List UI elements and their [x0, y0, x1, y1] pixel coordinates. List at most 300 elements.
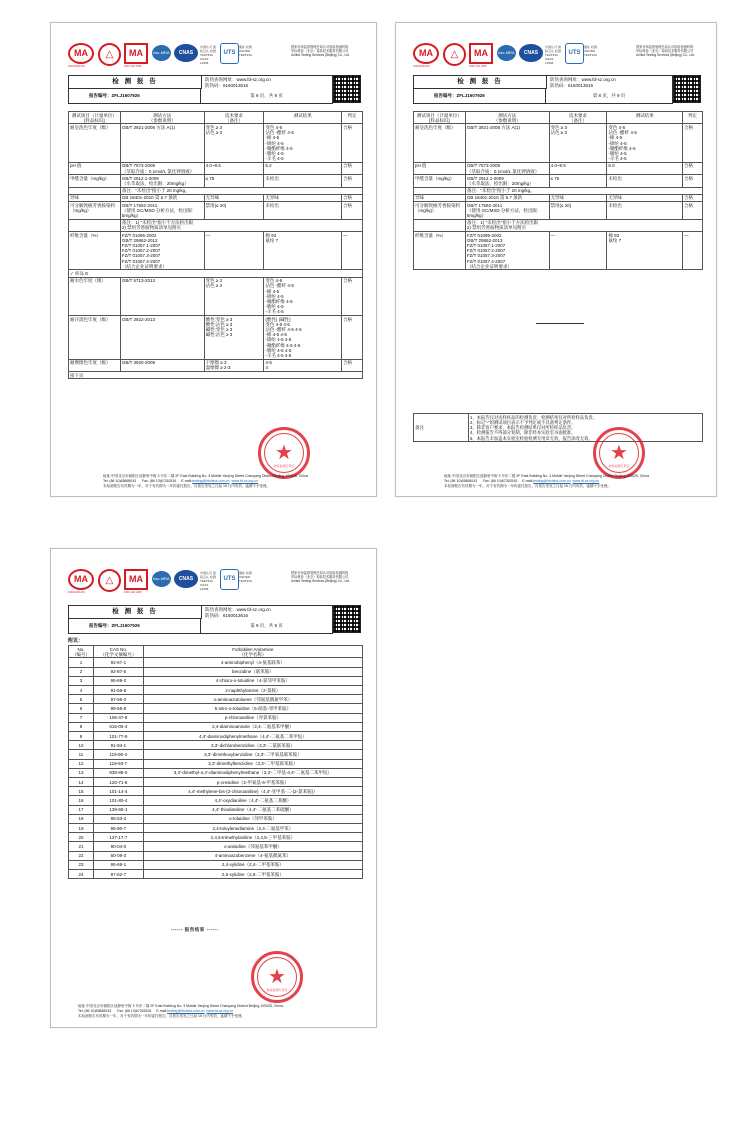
- table-row: [69, 787, 363, 796]
- cma-logo-2: MA: [124, 43, 148, 64]
- uts-caption: 通标 检测 UNITED TESTING: [239, 571, 253, 583]
- table-row: [69, 732, 363, 741]
- amine-no: 19: [69, 824, 94, 833]
- column-header: 测试项目（计量单位） [样品标识]: [69, 112, 121, 124]
- table-row: [69, 316, 363, 360]
- anti-fake-info: 防伪查询网址：www.fd-sz.org.cn 防伪码：6160013616: [550, 77, 616, 88]
- table-cell: 可分解致癌芳香胺染料（mg/kg）: [69, 202, 121, 220]
- cnas-logo: CNAS: [174, 570, 198, 588]
- amine-no: 20: [69, 833, 94, 842]
- table-cell: GB/T 17592-2011 （使用 GC/MSD 分析方法，检出限：5mg/kg）: [120, 202, 204, 220]
- uts-logo: UTS: [220, 43, 239, 64]
- table-cell: 变色 4-5 沾色 -醋纤 4-5 -棉 4-5 -锦纶 4-5 -聚酯纤维 4-5 -腈纶 4-5 -羊毛 4-5: [264, 124, 342, 162]
- qr-code: [673, 75, 701, 103]
- amine-no: 22: [69, 851, 94, 860]
- table-cell: 6.0: [607, 162, 683, 174]
- table-row: [414, 219, 703, 231]
- table-row: [69, 194, 363, 201]
- column-header: 测试项目（计量单位） [样品标识]: [414, 112, 466, 124]
- amine-name: p-chloroaniline（对氯苯胺）: [143, 713, 362, 722]
- amine-cas: 838-88-0: [93, 768, 143, 777]
- amine-cas: 60-09-3: [93, 851, 143, 860]
- page-footer: 地址:中国北京市朝阳区延静里中街 3 号东二楼 2F East Building No. 3 Middle Yanjing Street Chaoyang District Beijing,100025, China Tel: (86 10)65868043 Fax: (86 10)67262516 E-mail:testing@fdchina.com.cn www.fd-sz.org.cn 本检测报告有效期为一年，对于有效期为一年的委托报告，自报告签发之日起 15 日内有效，逾期不予受理。: [103, 474, 308, 488]
- amine-no: 23: [69, 860, 94, 869]
- table-row: [69, 814, 363, 823]
- amine-cas: 91-94-1: [93, 741, 143, 750]
- table-cell: pH 值: [414, 162, 466, 174]
- column-header: 判定: [342, 112, 363, 124]
- table-row: [69, 187, 363, 194]
- table-row: [69, 695, 363, 704]
- amine-no: 12: [69, 759, 94, 768]
- table-cell: 甲醛含量（mg/kg）: [414, 175, 466, 187]
- table-header-row: [69, 112, 363, 124]
- table-row: [69, 202, 363, 220]
- table-cell: 甲醛含量（mg/kg）: [69, 175, 121, 187]
- amine-no: 3: [69, 676, 94, 685]
- table-cell: 未检出: [264, 202, 342, 220]
- table-cell: 棉 93 氨纶 7: [607, 232, 683, 270]
- column-header: 测试结果: [264, 112, 342, 124]
- amine-cas: 95-69-2: [93, 676, 143, 685]
- note-item: 1、本报告仅对送样样品的检测负责，检测结果仅对所检样品负责。: [470, 414, 597, 420]
- page-number: 第 6 页，共 9 页: [250, 93, 283, 98]
- table-cell: —: [204, 232, 264, 270]
- remark-cell: 备注：“未检出”指小于 20 mg/kg。: [120, 187, 362, 194]
- notes-list: [469, 414, 703, 442]
- table-cell: 合格: [683, 194, 703, 201]
- anti-fake-info: 防伪查询网址：www.fd-sz.org.cn 防伪码：6160013616: [205, 77, 271, 88]
- notes-table: [413, 413, 703, 442]
- ilac-logo: ilac-MRA: [497, 45, 516, 61]
- page-number: 第 8 页，共 9 页: [592, 93, 626, 98]
- column-header: 技术要求 （备注）: [204, 112, 264, 124]
- amine-no: 7: [69, 713, 94, 722]
- cnas-caption: 中国认可 国际互认 检测 TESTING CNAS L2536: [545, 45, 561, 65]
- report-title: 检 测 报 告: [69, 76, 202, 89]
- amine-name: 2,6-xylidine（2,6-二甲基苯胺）: [143, 870, 362, 879]
- amine-cas: 95-68-1: [93, 860, 143, 869]
- amine-name: 4,4'-diaminodiphenylmethane（4,4'-二氨基二苯甲烷）: [143, 732, 362, 741]
- report-title: 检 测 报 告: [69, 606, 202, 619]
- section-label: ✓ 样品 E: [69, 270, 363, 277]
- amine-name: 2,4-xylidine（2,4-二甲基苯胺）: [143, 860, 362, 869]
- table-row: [69, 667, 363, 676]
- cma-logo: MA: [413, 43, 439, 64]
- uts-logo: UTS: [220, 569, 239, 590]
- amine-cas: 101-14-4: [93, 787, 143, 796]
- amine-name: 2,4-toluylenediamine（2,4-二氨基甲苯）: [143, 824, 362, 833]
- amine-name: 3,3'-dichlorobenzidine（3,3'-二氯联苯胺）: [143, 741, 362, 750]
- table-cell: 耐皂洗色牢度（级）: [69, 124, 121, 162]
- amine-name: 3,3'-dimethyl-4,4'-diaminodiphenylmethane（3,3'-二甲基-4,4'-二氨基二苯甲烷）: [143, 768, 362, 777]
- amine-cas: 91-59-8: [93, 686, 143, 695]
- amine-name: p-cresidine（2-甲氧基-5-甲基苯胺）: [143, 778, 362, 787]
- cnas-logo: CNAS: [519, 44, 543, 62]
- column-header: 测试方法 （参数说明）: [120, 112, 204, 124]
- table-row: [414, 187, 703, 194]
- divider: [536, 323, 584, 324]
- results-table: [68, 111, 363, 379]
- column-header: 测试方法 （参数说明）: [465, 112, 549, 124]
- table-cell: 合格: [342, 277, 363, 315]
- report-header: [413, 75, 673, 104]
- amine-cas: 97-56-3: [93, 695, 143, 704]
- table-row: [69, 805, 363, 814]
- table-row: [69, 759, 363, 768]
- col-no-header: No. （编号）: [69, 646, 94, 658]
- table-cell: FZ/T 01095-2002 GB/T 29862-2013 FZ/T 01057.1-2007 FZ/T 01057.2-2007 FZ/T 01057.3-2007 FZ/T 01057.4-2007 （结合企业证明要求）: [120, 232, 204, 270]
- email-link[interactable]: testing@fdchina.com.cn: [533, 479, 571, 483]
- amine-no: 10: [69, 741, 94, 750]
- table-cell: [69, 187, 121, 194]
- table-cell: [414, 187, 466, 194]
- table-cell: 合格: [683, 202, 703, 220]
- table-cell: 合格: [342, 124, 363, 162]
- star-icon: ★: [610, 442, 628, 464]
- table-cell: 异味: [414, 194, 466, 201]
- table-cell: GB 18401-2010 第 6.7 条款: [465, 194, 549, 201]
- amine-no: 21: [69, 842, 94, 851]
- table-cell: GB/T 3921-2008 方法 A(1): [465, 124, 549, 162]
- note-item: 4、检测报告不得部分复制，除非经本实验室书面批准。: [470, 430, 576, 436]
- table-cell: 合格: [683, 124, 703, 162]
- cnas-caption: 中国认可 国际互认 检测 TESTING CNAS L2536: [200, 45, 216, 65]
- page-footer: 地址:中国北京市朝阳区延静里中街 3 号东二楼 2F East Building No. 3 Middle Yanjing Street Chaoyang District Beijing,100025, China Tel: (86 10)65868043 Fax: (86 10)67262516 E-mail:testing@fdchina.com.cn www.fd-sz.org.cn 本检测报告有效期为一年，对于有效期为一年的委托报告，自报告签发之日起 15 日内有效，逾期不予受理。: [444, 474, 649, 488]
- note-item: 2、标记“-”的测试项目表示不予判定或不具备判定条件。: [470, 419, 576, 425]
- qr-code: [333, 75, 361, 103]
- table-cell: —: [549, 232, 607, 270]
- amine-cas: 106-47-8: [93, 713, 143, 722]
- table-row: [69, 676, 363, 685]
- cnas-logo: CNAS: [174, 44, 198, 62]
- table-cell: 变色 ≥ 3 沾色 ≥ 3: [549, 124, 607, 162]
- table-row: [69, 713, 363, 722]
- amine-name: 2-naphthylamine（2-萘胺）: [143, 686, 362, 695]
- amine-no: 16: [69, 796, 94, 805]
- table-cell: —: [342, 232, 363, 270]
- table-cell: 酸性:变色 ≥ 3 酸性:沾色 ≥ 3 碱性:变色 ≥ 3 碱性:沾色 ≥ 3: [204, 316, 264, 360]
- report-title: 检 测 报 告: [414, 76, 547, 89]
- table-cell: 变色 4-5 沾色 -醋纤 4-5 -棉 4-5 -锦纶 4-5 -聚酯纤维 4-5 -腈纶 4-5 -羊毛 4-5: [607, 124, 683, 162]
- table-cell: 禁用(≤ 20): [549, 202, 607, 220]
- notes-label: 备注: [414, 414, 469, 442]
- amine-name: benzidine（联苯胺）: [143, 667, 362, 676]
- amine-cas: 119-93-7: [93, 759, 143, 768]
- table-row: [69, 175, 363, 187]
- table-row: [69, 768, 363, 777]
- amine-cas: 87-62-7: [93, 870, 143, 879]
- results-table: [413, 111, 703, 270]
- table-row: [414, 194, 703, 201]
- table-cell: (酸性) (碱性) 变色 4-5 4-5 沾色 -醋纤 4-5 4-5 -棉 4-5 4-5 -锦纶 4-5 4-5 -聚酯纤维 4-5 4-5 -腈纶 4-5 4-5 -羊毛 4-5 4-5: [264, 316, 342, 360]
- report-header: [68, 605, 333, 634]
- anti-fake-info: 防伪查询网址：www.fd-sz.org.cn 防伪码：6160013616: [205, 607, 271, 618]
- column-header: 测试结果: [607, 112, 683, 124]
- table-cell: 6.2: [264, 162, 342, 174]
- amine-no: 2: [69, 667, 94, 676]
- official-stamp: ★ 检验检测专用章: [258, 427, 310, 479]
- amine-cas: 137-17-7: [93, 833, 143, 842]
- report-page-9: [50, 548, 377, 1028]
- table-cell: 4.0~8.5: [549, 162, 607, 174]
- amine-no: 17: [69, 805, 94, 814]
- cma-logo: MA: [68, 43, 94, 64]
- star-icon: ★: [275, 442, 293, 464]
- uts-caption: 通标 检测 UNITED TESTING: [239, 45, 253, 57]
- table-row: [69, 870, 363, 879]
- report-page-6: [50, 22, 377, 497]
- table-cell: 4-5 4: [264, 359, 342, 371]
- table-row: [69, 860, 363, 869]
- report-number: 报告编号：ZFLJ1607926: [414, 89, 546, 103]
- cma-number: 160012341234: [68, 591, 85, 594]
- amine-name: 4,4'-thiodianiline（4,4'-二氨基二苯硫醚）: [143, 805, 362, 814]
- table-cell: GB/T 7573-2009 （萃取介质：0.1mol/L 氯化钾溶液）: [120, 162, 204, 174]
- column-header: 技术要求 （备注）: [549, 112, 607, 124]
- qr-code: [333, 605, 361, 633]
- amine-no: 14: [69, 778, 94, 787]
- table-row: [69, 270, 363, 277]
- table-cell: 合格: [683, 162, 703, 174]
- report-number: 报告编号：ZFLJ1607926: [69, 619, 201, 633]
- table-cell: GB/T 7573-2009 （萃取介质：0.1mol/L 氯化钾溶液）: [465, 162, 549, 174]
- table-cell: 棉 93 氨纶 7: [264, 232, 342, 270]
- ilac-logo: ilac-MRA: [152, 45, 171, 61]
- amine-cas: 139-65-1: [93, 805, 143, 814]
- amine-no: 4: [69, 686, 94, 695]
- note-item: 3、除非客户要求，本报告检测结果仅对所检样品负责。: [470, 425, 576, 431]
- amine-no: 18: [69, 814, 94, 823]
- amine-cas: 92-67-1: [93, 658, 143, 667]
- amine-name: o-anisidine（邻氨基苯甲醚）: [143, 842, 362, 851]
- org-name: 国家市场监督管理总局认可检验检测机构 华标科检（北京）检验技术服务有限公司 United Testing Services (Beijing) Co., Ltd.: [636, 45, 695, 57]
- report-number: 报告编号：ZFLJ1607926: [69, 89, 201, 103]
- section-label: 接下页: [69, 372, 363, 379]
- table-row: [69, 824, 363, 833]
- table-cell: 纤维含量（%）: [69, 232, 121, 270]
- table-cell: ≤ 75: [204, 175, 264, 187]
- table-cell: 合格: [342, 202, 363, 220]
- amine-name: 4-chloro-o-toluidine（4-氯邻甲苯胺）: [143, 676, 362, 685]
- table-cell: GB/T 3922-2013: [120, 316, 204, 360]
- table-cell: 合格: [342, 359, 363, 371]
- table-row: [69, 851, 363, 860]
- table-cell: GB 18401-2010 第 6.7 条款: [120, 194, 204, 201]
- star-icon: ★: [268, 966, 286, 988]
- amine-cas: 90-04-0: [93, 842, 143, 851]
- col-cas-header: CAS No. （化学文摘编号）: [93, 646, 143, 658]
- table-cell: [414, 219, 466, 231]
- table-cell: 耐皂洗色牢度（级）: [414, 124, 466, 162]
- table-cell: FZ/T 01095-2002 GB/T 29862-2013 FZ/T 01057.1-2007 FZ/T 01057.2-2007 FZ/T 01057.3-2007 FZ/T 01057.4-2007 （结合企业证明要求）: [465, 232, 549, 270]
- table-cell: 合格: [683, 175, 703, 187]
- table-row: [69, 232, 363, 270]
- org-name: 国家市场监督管理总局认可检验检测机构 华标科检（北京）检验技术服务有限公司 United Testing Services (Beijing) Co., Ltd.: [291, 45, 350, 57]
- table-cell: 无异味: [204, 194, 264, 201]
- uts-logo: UTS: [565, 43, 584, 64]
- cal-logo: △: [98, 569, 121, 592]
- table-row: [69, 722, 363, 731]
- table-cell: 无异味: [607, 194, 683, 201]
- remark-cell: 备注：1) “未检出”指小于方法检出限 2) 禁用芳香胺物质清单见附页: [120, 219, 362, 231]
- logo-strip: [413, 43, 702, 67]
- amine-no: 8: [69, 722, 94, 731]
- web-link[interactable]: www.fd-sz.org.cn: [231, 479, 259, 483]
- amine-no: 11: [69, 750, 94, 759]
- appendix-label: 附页：: [68, 638, 84, 644]
- remark-cell: 备注：1) “未检出”指小于方法检出限 2) 禁用芳香胺物质清单见附页: [465, 219, 702, 231]
- amine-name: 3,3'-dimethylbenzidine（3,3'-二甲基联苯胺）: [143, 759, 362, 768]
- cma-number-2: 1600 1111 2236: [124, 591, 142, 594]
- cma-number-2: 1600 1111 2236: [124, 65, 142, 68]
- report-page-8: [395, 22, 717, 497]
- table-cell: 未检出: [607, 202, 683, 220]
- table-row: [69, 796, 363, 805]
- table-row: [69, 219, 363, 231]
- table-cell: 可分解致癌芳香胺染料（mg/kg）: [414, 202, 466, 220]
- table-row: [69, 372, 363, 379]
- table-cell: 合格: [342, 316, 363, 360]
- amine-name: 2,4,5-trimethylaniline（2,4,5-三甲基苯胺）: [143, 833, 362, 842]
- table-cell: 合格: [342, 175, 363, 187]
- table-row: [69, 750, 363, 759]
- cma-number-2: 1600 1111 2236: [469, 65, 487, 68]
- table-row: [69, 686, 363, 695]
- amine-no: 1: [69, 658, 94, 667]
- table-cell: 耐汗渍色牢度（级）: [69, 316, 121, 360]
- official-stamp: ★ 检验检测专用章: [251, 951, 303, 1003]
- uts-caption: 通标 检测 UNITED TESTING: [584, 45, 598, 57]
- official-stamp: ★ 检验检测专用章: [593, 427, 645, 479]
- table-cell: GB/T 3921-2008 方法 A(1): [120, 124, 204, 162]
- amine-no: 15: [69, 787, 94, 796]
- table-row: [69, 162, 363, 174]
- table-cell: 4.0~8.5: [204, 162, 264, 174]
- amine-name: 4-aminoazobenzene（4-氨基偶氮苯）: [143, 851, 362, 860]
- amine-no: 5: [69, 695, 94, 704]
- amine-name: 5-nitro-o-toluidine（5-硝基-邻甲苯胺）: [143, 704, 362, 713]
- amine-name: 4,4'-oxydianiline（4,4'-二氨基二苯醚）: [143, 796, 362, 805]
- amine-cas: 101-77-9: [93, 732, 143, 741]
- amine-cas: 95-80-7: [93, 824, 143, 833]
- table-row: [69, 359, 363, 371]
- table-cell: 变色 4-5 沾色 -醋纤 4-5 -棉 4-5 -锦纶 4-5 -聚酯纤维 4-5 -腈纶 4-5 -羊毛 4-5: [264, 277, 342, 315]
- amine-name: 3,3'-dimethoxybenzidine（3,3'-二甲氧基联苯胺）: [143, 750, 362, 759]
- table-cell: 纤维含量（%）: [414, 232, 466, 270]
- amine-cas: 101-80-4: [93, 796, 143, 805]
- table-cell: —: [683, 232, 703, 270]
- amine-no: 9: [69, 732, 94, 741]
- amine-cas: 615-05-4: [93, 722, 143, 731]
- amine-cas: 120-71-8: [93, 778, 143, 787]
- table-row: [414, 124, 703, 162]
- amine-name: o-aminoazotoluene（邻氨基偶氮甲苯）: [143, 695, 362, 704]
- table-cell: 耐水色牢度（级）: [69, 277, 121, 315]
- logo-strip: [68, 43, 362, 67]
- arylamine-table: [68, 645, 363, 879]
- table-row: [69, 842, 363, 851]
- col-name-header: Forbidden Arylamine （化学名称）: [143, 646, 362, 658]
- table-cell: 异味: [69, 194, 121, 201]
- note-item: 5、本报告未加盖本实验室检验检测专用章无效，报告涂改无效。: [470, 435, 593, 441]
- table-cell: 禁用(≤ 20): [204, 202, 264, 220]
- remark-cell: 备注：“未检出”指小于 20 mg/kg。: [465, 187, 702, 194]
- table-row: [69, 704, 363, 713]
- cnas-caption: 中国认可 国际互认 检测 TESTING CNAS L2536: [200, 571, 216, 591]
- table-row: [69, 124, 363, 162]
- table-cell: 合格: [342, 162, 363, 174]
- column-header: 判定: [683, 112, 703, 124]
- amine-no: 24: [69, 870, 94, 879]
- table-row: [69, 833, 363, 842]
- table-cell: ≤ 75: [549, 175, 607, 187]
- table-cell: 无异味: [549, 194, 607, 201]
- table-row: [69, 778, 363, 787]
- table-cell: 未检出: [607, 175, 683, 187]
- email-link[interactable]: testing@fdchina.com.cn: [167, 1009, 205, 1013]
- cma-number: 160012341234: [68, 65, 85, 68]
- page-footer: 地址:中国北京市朝阳区延静里中街 3 号东二楼 2F East Building No. 3 Middle Yanjing Street Chaoyang District Beijing,100025, China Tel: (86 10)65868043 Fax: (86 10)67262516 E-mail:testing@fdchina.com.cn www.fd-sz.org.cn 本检测报告有效期为一年，对于有效期为一年的委托报告，自报告签发之日起 15 日内有效，逾期不予受理。: [78, 1004, 283, 1018]
- cma-logo-2: MA: [469, 43, 493, 64]
- page-number: 第 9 页，共 9 页: [250, 623, 283, 628]
- amine-name: 4-aminobiphenyl（4-氨基联苯）: [143, 658, 362, 667]
- amine-no: 13: [69, 768, 94, 777]
- table-row: [69, 741, 363, 750]
- amine-name: 2,4-diaminoanisole（2,4-二氨基苯甲醚）: [143, 722, 362, 731]
- table-cell: [69, 219, 121, 231]
- table-cell: GB/T 3920-2008: [120, 359, 204, 371]
- table-cell: GB/T 5713-2013: [120, 277, 204, 315]
- table-row: [69, 658, 363, 667]
- table-cell: 合格: [342, 194, 363, 201]
- amine-cas: 95-53-4: [93, 814, 143, 823]
- logo-strip: [68, 569, 362, 593]
- amine-name: o-toluidine（邻甲苯胺）: [143, 814, 362, 823]
- table-row: [414, 162, 703, 174]
- amine-cas: 99-55-8: [93, 704, 143, 713]
- table-cell: 耐摩擦色牢度（级）: [69, 359, 121, 371]
- table-cell: pH 值: [69, 162, 121, 174]
- web-link[interactable]: www.fd-sz.org.cn: [572, 479, 600, 483]
- table-header-row: [414, 112, 703, 124]
- amine-cas: 92-87-5: [93, 667, 143, 676]
- cma-logo: MA: [68, 569, 94, 590]
- table-cell: 未检出: [264, 175, 342, 187]
- table-cell: 干摩擦 ≥ 3 湿摩擦 ≥ 2-3: [204, 359, 264, 371]
- report-end: ------ 报告结束 ------: [171, 927, 219, 932]
- amine-no: 6: [69, 704, 94, 713]
- email-link[interactable]: testing@fdchina.com.cn: [192, 479, 230, 483]
- table-cell: 变色 ≥ 3 沾色 ≥ 3: [204, 277, 264, 315]
- report-header: [68, 75, 333, 104]
- table-cell: GB/T 2912.1-2009 （水萃取法，检出限：20mg/kg）: [120, 175, 204, 187]
- org-name: 国家市场监督管理总局认可检验检测机构 华标科检（北京）检验技术服务有限公司 United Testing Services (Beijing) Co., Ltd.: [291, 571, 350, 583]
- table-cell: 变色 ≥ 3 沾色 ≥ 3: [204, 124, 264, 162]
- table-cell: GB/T 2912.1-2009 （水萃取法，检出限：20mg/kg）: [465, 175, 549, 187]
- ilac-logo: ilac-MRA: [152, 571, 171, 587]
- amine-name: 4,4'-methylene-bis-(2-chloroaniline)（4,4'-亚甲基-二-(2-氯苯胺)）: [143, 787, 362, 796]
- cma-number: 160012341234: [413, 65, 430, 68]
- amine-cas: 119-90-4: [93, 750, 143, 759]
- cal-logo: △: [443, 43, 466, 66]
- table-row: [414, 202, 703, 220]
- table-row: [414, 232, 703, 270]
- table-cell: 无异味: [264, 194, 342, 201]
- cma-logo-2: MA: [124, 569, 148, 590]
- table-row: [69, 277, 363, 315]
- web-link[interactable]: www.fd-sz.org.cn: [206, 1009, 234, 1013]
